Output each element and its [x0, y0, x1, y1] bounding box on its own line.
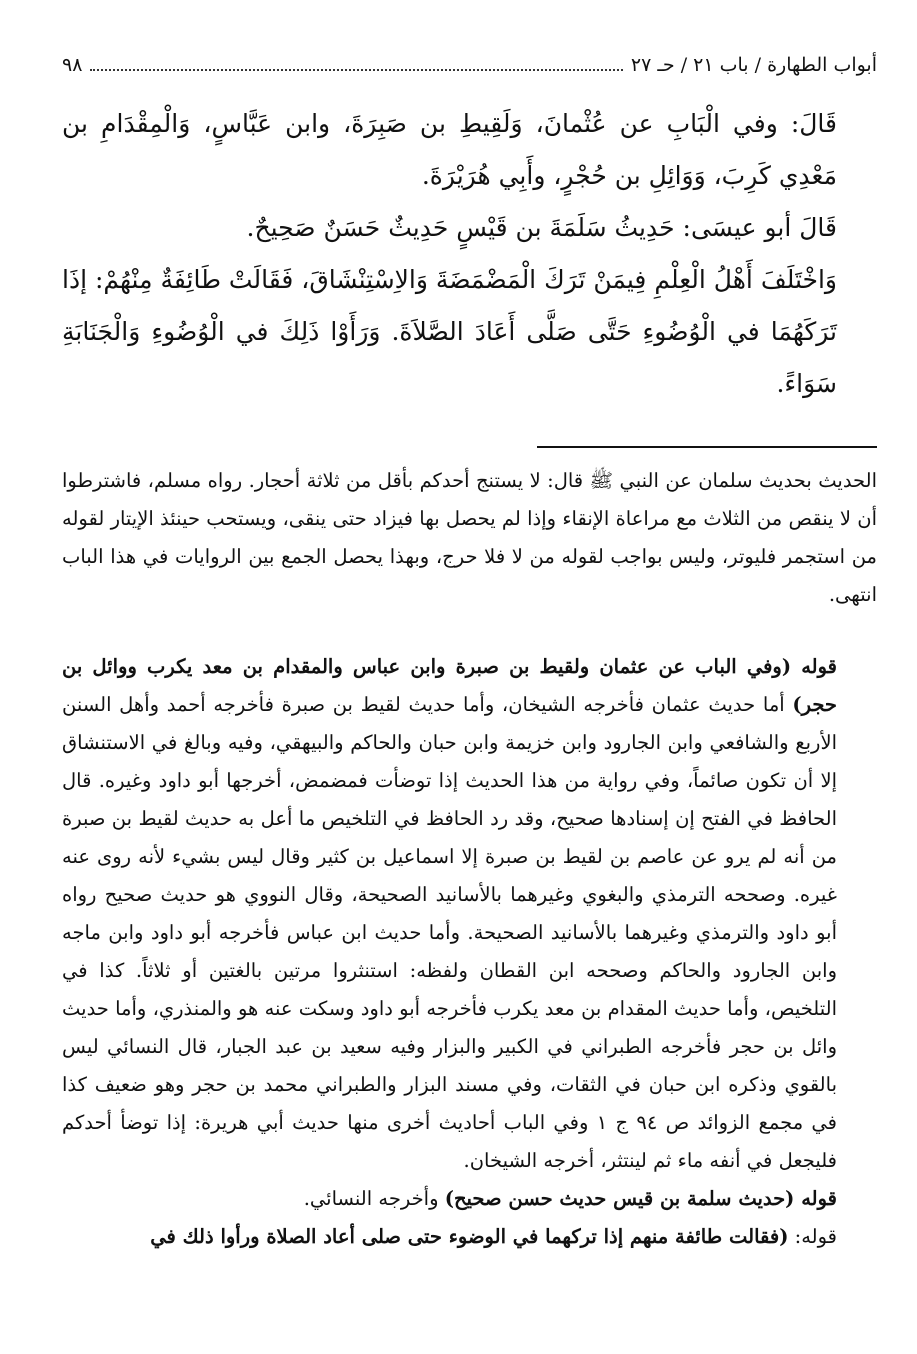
- commentary-paragraph-1: الحديث بحديث سلمان عن النبي ﷺ قال: لا يستنج أحدكم بأقل من ثلاثة أحجار. رواه مسلم، فاشترطوا أن لا ينقص من الثلاث مع مراعاة الإنقاء وإذا لم يحصل بها فيزاد حتى ينقى، ويستحب حينئذ الإيتار لقوله من استجمر فليوتر، وليس بواجب لقوله من لا فلا حرج، وبهذا يحصل الجمع بين الروايات في هذا الباب انتهى.: [62, 469, 877, 606]
- running-header: [62, 48, 877, 82]
- commentary-paragraph-4: [62, 1218, 877, 1256]
- commentary-paragraph-2: [62, 648, 877, 1180]
- commentary-lemma-1: قوله (وفي الباب عن عثمان ولقيط بن صبرة وابن عباس والمقدام بن معد يكرب ووائل بن حجر): [62, 655, 837, 716]
- commentary-body-2: أما حديث عثمان فأخرجه الشيخان، وأما حديث لقيط بن صبرة فأخرجه أحمد وأهل السنن الأربع والشافعي وابن الجارود وابن خزيمة وابن حبان والحاكم والبيهقي، وفيه وبالغ في الاستنشاق إلا أن تكون صائماً، وفي رواية من هذا الحديث إذا توضأت فمضمض، أخرجها أبو داود وغيره. قال الحافظ في الفتح إن إسنادها صحيح، وقد رد الحافظ في التلخيص ما أعل به حديث لقيط بن صبرة من أنه لم يرو عن عاصم بن لقيط بن صبرة إلا اسماعيل بن كثير وقال ليس بشيء لأنه روى عنه غيره. وصححه الترمذي والبغوي وغيرهما بالأسانيد الصحيحة، وقال النووي هو حديث صحيح رواه أبو داود والترمذي وغيرهما بالأسانيد الصحيحة. وأما حديث ابن عباس فأخرجه أبو داود وابن ماجه وابن الجارود والحاكم وصححه ابن القطان ولفظه: استنثروا مرتين بالغتين أو ثلاثاً. كذا في التلخيص، وأما حديث المقدام بن معد يكرب فأخرجه أبو داود وسكت عنه هو والمنذري، وأما حديث وائل بن حجر فأخرجه الطبراني في الكبير والبزار وفيه سعيد بن عبد الجبار، قال النسائي ليس بالقوي وذكره ابن حبان في الثقات، وفي مسند البزار والطبراني محمد بن حجر وهو ضعيف كذا في مجمع الزوائد ص ٩٤ ج ١ وفي الباب أحاديث أخرى منها حديث أبي هريرة: إذا توضأ أحدكم فليجعل في أنفه ماء ثم لينتثر، أخرجه الشيخان.: [62, 693, 838, 1172]
- main-paragraph-3: وَاخْتَلَفَ أَهْلُ الْعِلْمِ فِيمَنْ تَرَكَ الْمَضْمَضَةَ وَالاِسْتِنْشَاقَ، فَقَالَتْ طَائِفَةٌ مِنْهُمْ: إذَا تَرَكَهُمَا في الْوُضُوءِ حَتَّى صَلَّى أَعَادَ الصَّلاَةَ. وَرَأَوْا ذَلِكَ في الْوُضُوءِ وَالْجَنَابَةِ سَوَاءً.: [62, 265, 837, 398]
- commentary-lemma-2: قوله (حديث سلمة بن قيس حديث حسن صحيح): [444, 1187, 837, 1210]
- page-number: ٩٨: [62, 54, 83, 76]
- commentary-body-3: وأخرجه النسائي.: [303, 1187, 445, 1210]
- section-title: أبواب الطهارة / باب ٢١ / حـ ٢٧: [630, 54, 877, 76]
- paragraph-gap: [62, 614, 877, 648]
- commentary: [62, 462, 877, 1256]
- leader-dots: [90, 69, 622, 71]
- commentary-lemma-3: (فقالت طائفة منهم إذا تركهما في الوضوء حتى صلى أعاد الصلاة ورأوا ذلك في: [150, 1225, 789, 1248]
- book-page: [62, 48, 877, 1256]
- commentary-paragraph-3: [62, 1180, 877, 1218]
- main-paragraph-2: قَالَ أبو عيسَى: حَدِيثُ سَلَمَةَ بن قَيْسٍ حَدِيثٌ حَسَنٌ صَحِيحٌ.: [246, 213, 837, 242]
- main-paragraph-1: قَالَ: وفي الْبَابِ عن عُثْمانَ، وَلَقِيطِ بن صَبِرَةَ، وابن عَبَّاسٍ، وَالْمِقْدَامِ بن مَعْدِي كَرِبَ، وَوَائِلِ بن حُجْرٍ، وأَبِي هُرَيْرَةَ.: [62, 109, 837, 190]
- main-text: [62, 98, 877, 410]
- footnote-divider: [537, 446, 877, 448]
- commentary-lead-4: قوله:: [788, 1225, 837, 1248]
